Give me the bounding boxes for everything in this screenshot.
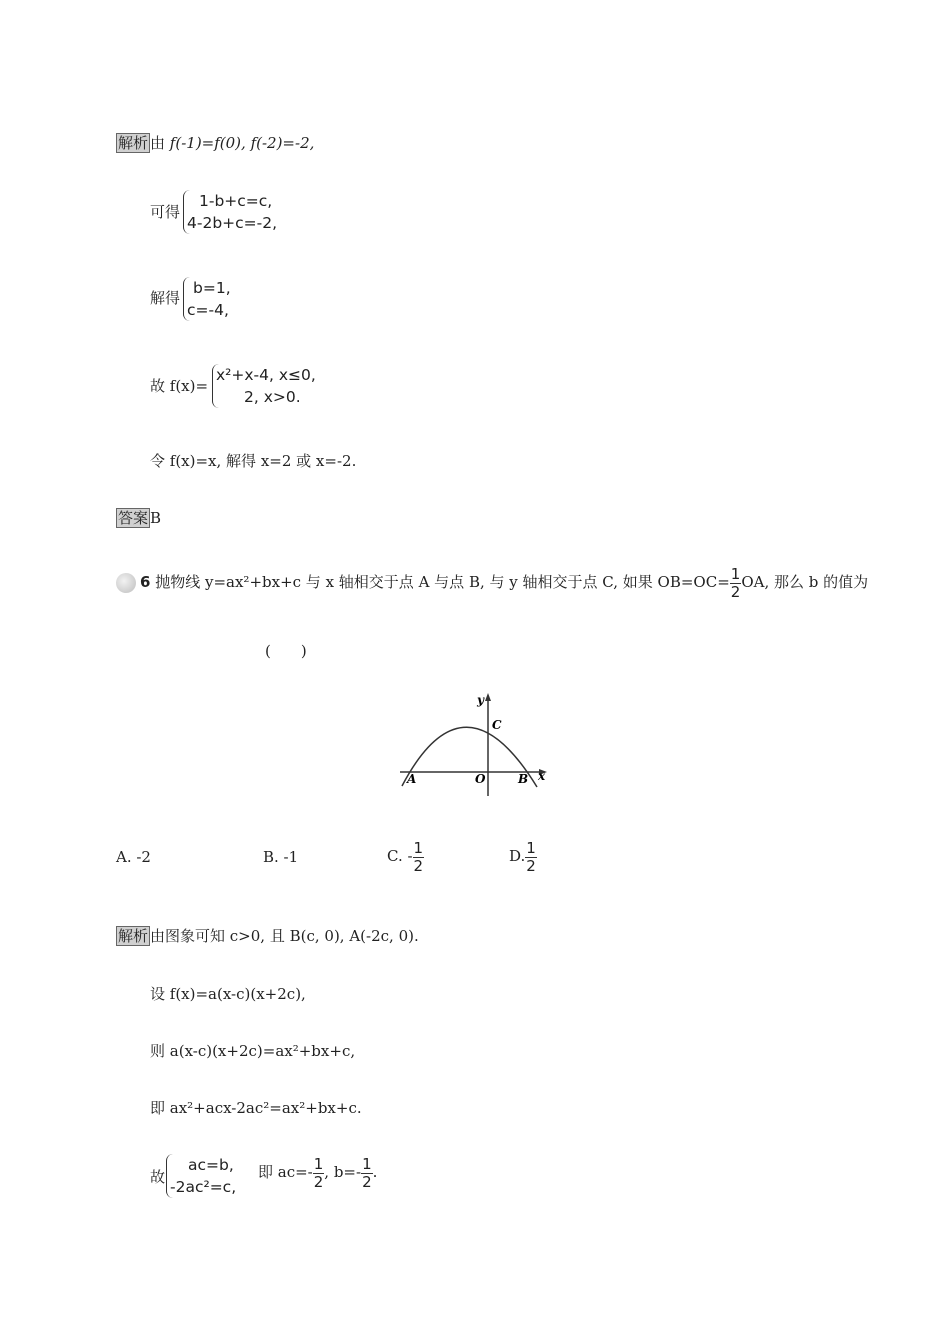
denominator: 2 xyxy=(413,856,424,875)
equation: ac=b, xyxy=(188,1156,234,1174)
option-label: D. xyxy=(509,847,526,865)
question-number: 6 xyxy=(140,573,151,591)
denominator: 2 xyxy=(362,1172,372,1191)
analysis-tag: 解析 xyxy=(118,134,149,152)
question-6 xyxy=(116,566,868,600)
denominator: 2 xyxy=(526,856,536,875)
x-label: x xyxy=(538,769,546,783)
text: f(-1)=f(0), f(-2)=-2, xyxy=(169,134,315,152)
equation-system-1 xyxy=(183,190,277,234)
equation-system-2 xyxy=(183,277,231,321)
option-label: C. - xyxy=(387,847,413,865)
option-c[interactable] xyxy=(387,840,424,874)
question-text-end: OA, 那么 b 的值为 xyxy=(741,573,869,591)
numerator: 1 xyxy=(362,1155,372,1173)
label-gu: 故 xyxy=(150,1168,166,1186)
text: . xyxy=(372,1163,378,1181)
origin-label: O xyxy=(475,772,486,786)
equation: 1-b+c=c, xyxy=(199,192,273,210)
equation-system-3 xyxy=(166,1154,236,1198)
solution-line: 令 f(x)=x, 解得 x=2 或 x=-2. xyxy=(150,452,357,470)
equation: 4-2b+c=-2, xyxy=(187,214,278,232)
numerator: 1 xyxy=(526,839,536,857)
solution-line: 设 f(x)=a(x-c)(x+2c), xyxy=(150,985,306,1003)
fraction xyxy=(525,840,537,874)
solution-line: 即 ax²+acx-2ac²=ax²+bx+c. xyxy=(150,1099,362,1117)
parabola-curve xyxy=(402,727,537,787)
text: , b=- xyxy=(324,1163,362,1181)
fraction xyxy=(361,1156,373,1190)
solution-line: 则 a(x-c)(x+2c)=ax²+bx+c, xyxy=(150,1042,356,1060)
question-text: 抛物线 y=ax²+bx+c 与 x 轴相交于点 A 与点 B, 与 y 轴相交于点 C, 如果 OB=OC= xyxy=(155,573,730,591)
parabola-figure xyxy=(395,690,565,800)
fraction xyxy=(313,1156,325,1190)
numerator: 1 xyxy=(730,565,741,583)
solution-1-first-line xyxy=(116,132,314,153)
denominator: 2 xyxy=(313,1172,324,1191)
solution-2-first-line xyxy=(116,925,419,946)
text: 即 ac=- xyxy=(258,1163,313,1181)
label-kede: 可得 xyxy=(150,203,181,221)
piecewise-function xyxy=(212,364,316,408)
option-b[interactable]: B. -1 xyxy=(263,848,299,866)
numerator: 1 xyxy=(313,1155,324,1173)
answer-value: B xyxy=(150,509,162,527)
fraction xyxy=(730,566,742,600)
label-gu: 故 f(x)= xyxy=(150,377,209,395)
point-b-label: B xyxy=(518,772,529,786)
point-a-label: A xyxy=(407,772,417,786)
solution-conclusion xyxy=(258,1156,377,1190)
text: 由 xyxy=(150,134,170,152)
answer-tag: 答案 xyxy=(118,509,149,527)
denominator: 2 xyxy=(730,582,741,601)
piece: 2, x>0. xyxy=(244,388,301,406)
y-axis-arrow xyxy=(485,693,491,701)
equation: -2ac²=c, xyxy=(170,1178,237,1196)
y-label: y xyxy=(477,693,484,707)
piece: x²+x-4, x≤0, xyxy=(216,366,316,384)
equation: c=-4, xyxy=(187,301,229,319)
question-bullet-icon xyxy=(116,573,136,593)
option-a[interactable]: A. -2 xyxy=(116,848,151,866)
point-c-label: C xyxy=(492,718,502,732)
option-d[interactable] xyxy=(509,840,537,874)
fraction xyxy=(413,840,425,874)
answer-line xyxy=(116,507,161,528)
answer-paren: ( ) xyxy=(265,642,307,660)
label-jiede: 解得 xyxy=(150,289,181,307)
numerator: 1 xyxy=(413,839,424,857)
equation: b=1, xyxy=(193,279,231,297)
analysis-tag: 解析 xyxy=(118,927,149,945)
text: 由图象可知 c>0, 且 B(c, 0), A(-2c, 0). xyxy=(150,927,419,945)
